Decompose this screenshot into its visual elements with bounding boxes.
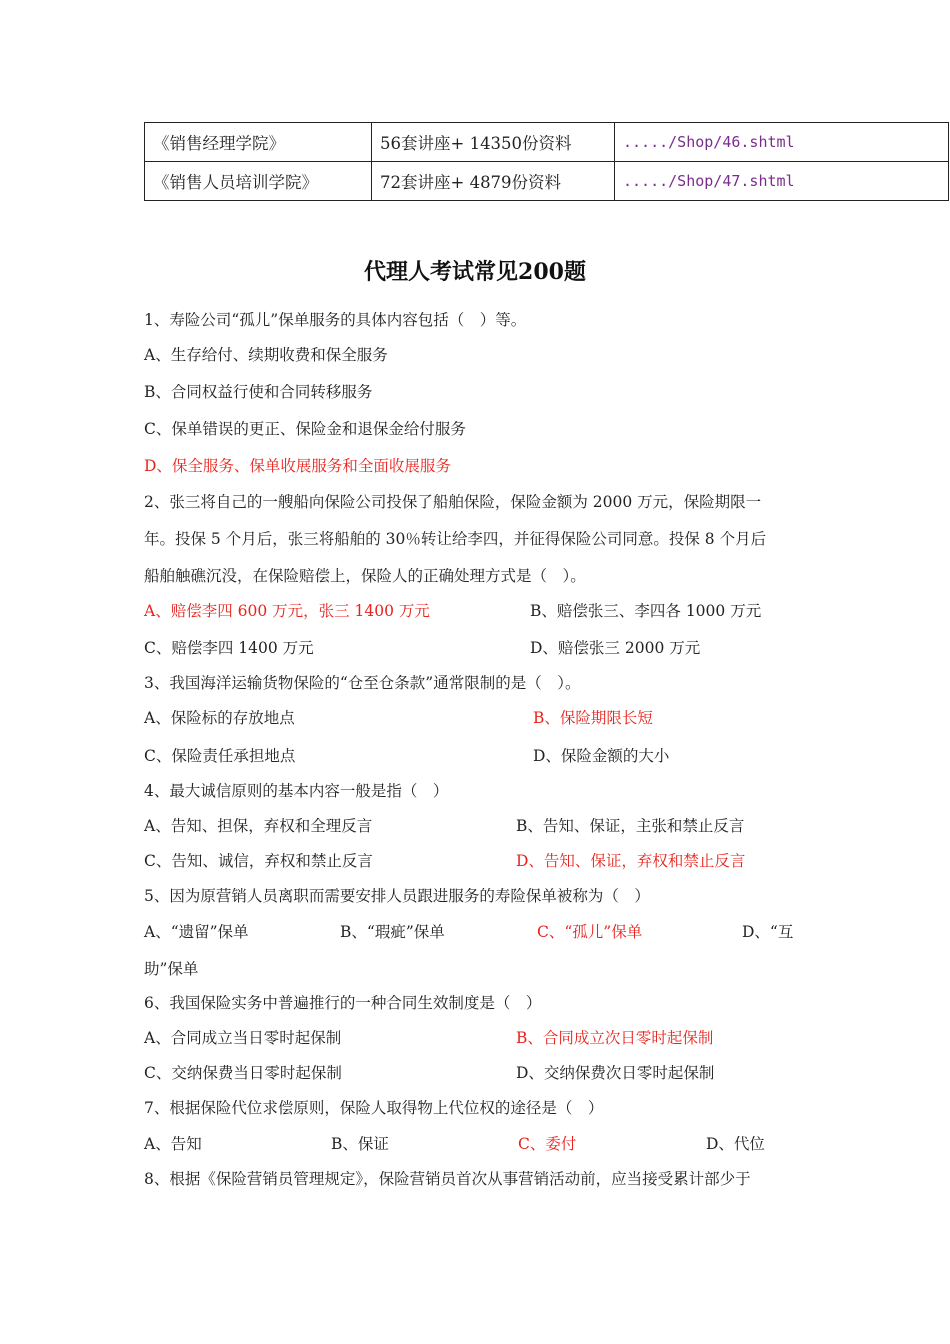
question-7-stem: 7、根据保险代位求偿原则，保险人取得物上代位权的途径是（ ） xyxy=(144,1099,604,1117)
question-6-option-d: D、交纳保费次日零时起保制 xyxy=(516,1064,715,1082)
question-5-option-a: A、“遗留”保单 xyxy=(144,923,249,941)
table-row xyxy=(145,123,949,162)
question-1-option-a: A、生存给付、续期收费和保全服务 xyxy=(144,346,388,364)
question-4-option-d-answer: D、告知、保证，弃权和禁止反言 xyxy=(516,852,746,870)
question-5-option-d-continued: 助”保单 xyxy=(144,960,199,978)
resource-content: 56套讲座+ 14350份资料 xyxy=(372,123,615,162)
resource-name: 《销售经理学院》 xyxy=(145,123,372,162)
question-1-stem: 1、寿险公司“孤儿”保单服务的具体内容包括（ ）等。 xyxy=(144,311,527,329)
resource-link[interactable]: ...../Shop/47.shtml xyxy=(615,162,949,201)
resource-content: 72套讲座+ 4879份资料 xyxy=(372,162,615,201)
question-3-option-d: D、保险金额的大小 xyxy=(533,747,670,765)
question-2-stem-line-2: 年。投保 5 个月后，张三将船舶的 30％转让给李四，并征得保险公司同意。投保 8 个月后 xyxy=(144,530,767,548)
question-5-option-b: B、“瑕疵”保单 xyxy=(340,923,445,941)
question-2-option-c: C、赔偿李四 1400 万元 xyxy=(144,639,314,657)
question-7-option-d: D、代位 xyxy=(706,1135,765,1153)
resource-name: 《销售人员培训学院》 xyxy=(145,162,372,201)
question-2-stem-line-3: 船舶触礁沉没，在保险赔偿上，保险人的正确处理方式是（ ）。 xyxy=(144,567,586,585)
question-2-option-b: B、赔偿张三、李四各 1000 万元 xyxy=(530,602,762,620)
question-7-option-a: A、告知 xyxy=(144,1135,202,1153)
question-2-option-d: D、赔偿张三 2000 万元 xyxy=(530,639,701,657)
question-1-option-d-answer: D、保全服务、保单收展服务和全面收展服务 xyxy=(144,457,451,475)
question-6-option-c: C、交纳保费当日零时起保制 xyxy=(144,1064,342,1082)
question-8-stem: 8、根据《保险营销员管理规定》，保险营销员首次从事营销活动前，应当接受累计部少于 xyxy=(144,1170,751,1188)
question-3-stem: 3、我国海洋运输货物保险的“仓至仓条款”通常限制的是（ ）。 xyxy=(144,674,581,692)
question-7-option-b: B、保证 xyxy=(331,1135,389,1153)
question-6-option-a: A、合同成立当日零时起保制 xyxy=(144,1029,342,1047)
resource-table xyxy=(144,122,949,201)
table-row xyxy=(145,162,949,201)
question-6-option-b-answer: B、合同成立次日零时起保制 xyxy=(516,1029,714,1047)
question-4-stem: 4、最大诚信原则的基本内容一般是指（ ） xyxy=(144,782,449,800)
document-title: 代理人考试常见200题 xyxy=(364,259,586,285)
question-7-option-c-answer: C、委付 xyxy=(518,1135,577,1153)
question-6-stem: 6、我国保险实务中普遍推行的一种合同生效制度是（ ） xyxy=(144,994,542,1012)
question-1-option-b: B、合同权益行使和合同转移服务 xyxy=(144,383,373,401)
question-3-option-c: C、保险责任承担地点 xyxy=(144,747,296,765)
question-2-option-a-answer: A、赔偿李四 600 万元，张三 1400 万元 xyxy=(144,602,430,620)
question-3-option-a: A、保险标的存放地点 xyxy=(144,709,295,727)
question-3-option-b-answer: B、保险期限长短 xyxy=(533,709,653,727)
question-5-stem: 5、因为原营销人员离职而需要安排人员跟进服务的寿险保单被称为（ ） xyxy=(144,887,650,905)
question-5-option-d: D、“互 xyxy=(742,923,794,941)
question-2-stem-line-1: 2、张三将自己的一艘船向保险公司投保了船舶保险，保险金额为 2000 万元，保险期限一 xyxy=(144,493,762,511)
question-4-option-c: C、告知、诚信，弃权和禁止反言 xyxy=(144,852,373,870)
resource-link[interactable]: ...../Shop/46.shtml xyxy=(615,123,949,162)
question-4-option-b: B、告知、保证，主张和禁止反言 xyxy=(516,817,745,835)
question-5-option-c-answer: C、“孤儿”保单 xyxy=(537,923,643,941)
question-4-option-a: A、告知、担保，弃权和全理反言 xyxy=(144,817,373,835)
question-1-option-c: C、保单错误的更正、保险金和退保金给付服务 xyxy=(144,420,466,438)
